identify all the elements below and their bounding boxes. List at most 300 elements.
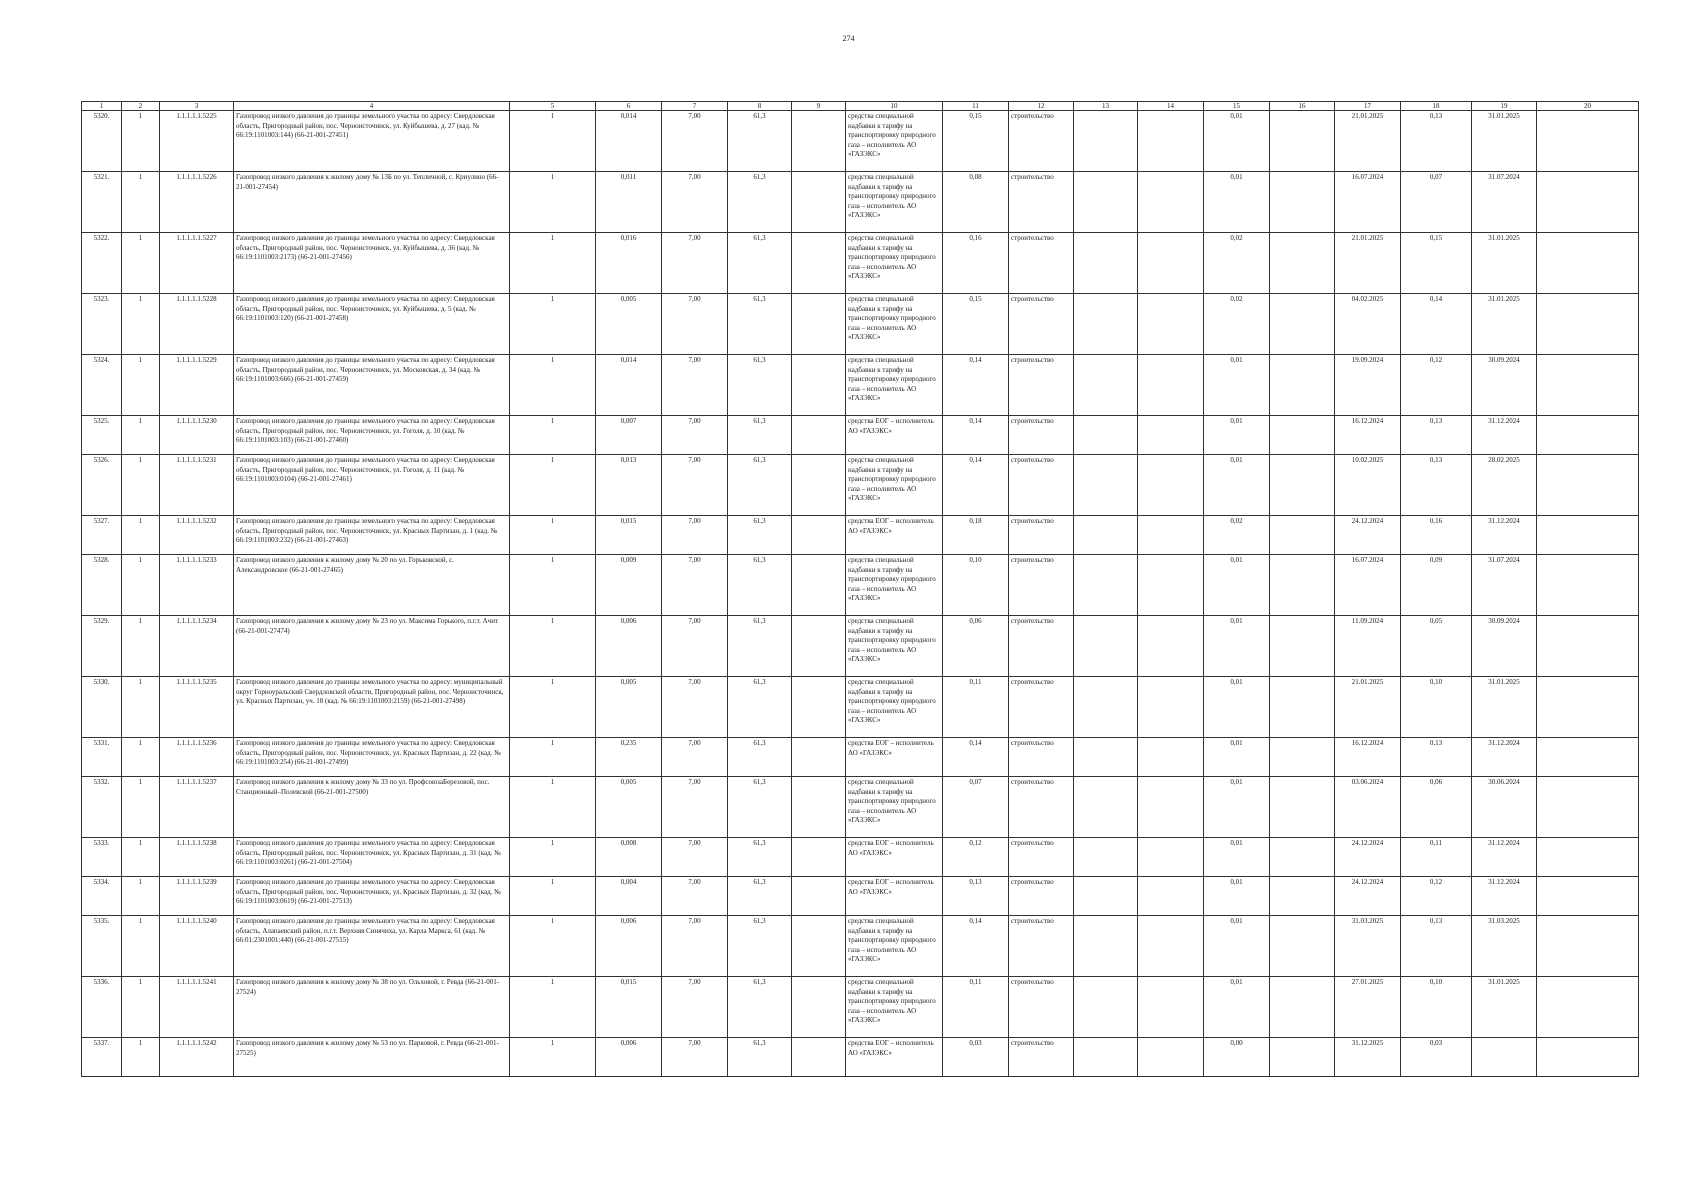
col-2-value: 1 (122, 172, 160, 233)
col-8-value: 61,3 (728, 616, 792, 677)
work-type: строительство (1009, 516, 1074, 555)
item-code: 1.1.1.1.1.5232 (160, 516, 234, 555)
col-8-value: 61,3 (728, 916, 792, 977)
col-13-value (1074, 616, 1138, 677)
col-15-value: 0,01 (1204, 738, 1270, 777)
header-row (82, 102, 1639, 111)
col-16-value (1270, 838, 1335, 877)
end-date: 31.12.2024 (1472, 416, 1537, 455)
item-description: Газопровод низкого давления до границы земельного участка по адресу: Свердловская область, Алапаевский район, п.г.т. Верхняя Синячиха, ул. Карла Маркса, 61 (кад. № 66:01:2301001:440) (66-21-001-27515) (234, 916, 510, 977)
col-15-value: 0,01 (1204, 172, 1270, 233)
length-km: 0,009 (596, 555, 662, 616)
col-8-value: 61,3 (728, 455, 792, 516)
column-header-9: 9 (792, 102, 846, 111)
length-km: 0,013 (596, 455, 662, 516)
col-13-value (1074, 777, 1138, 838)
col-2-value: 1 (122, 455, 160, 516)
col-18-value: 0,13 (1401, 916, 1472, 977)
row-number: 5329. (82, 616, 122, 677)
funding-source: средства специальной надбавки к тарифу на транспортировку природного газа – исполнитель АО «ГАЗЭКС» (846, 355, 943, 416)
length-km: 0,004 (596, 877, 662, 916)
col-7-value: 7,00 (662, 172, 728, 233)
table-row (82, 838, 1639, 877)
item-code: 1.1.1.1.1.5228 (160, 294, 234, 355)
funding-source: средства ЕОГ – исполнитель АО «ГАЗЭКС» (846, 516, 943, 555)
item-code: 1.1.1.1.1.5230 (160, 416, 234, 455)
length-km: 0,005 (596, 677, 662, 738)
col-5-value: 1 (510, 516, 596, 555)
col-2-value: 1 (122, 1038, 160, 1077)
col-15-value: 0,01 (1204, 111, 1270, 172)
col-18-value: 0,16 (1401, 516, 1472, 555)
item-description: Газопровод низкого давления к жилому дому № 20 по ул. Горьковской, с. Александровское (66-21-001-27465) (234, 555, 510, 616)
col-14-value (1138, 1038, 1204, 1077)
col-7-value: 7,00 (662, 233, 728, 294)
col-9-value (792, 977, 846, 1038)
end-date: 31.12.2024 (1472, 877, 1537, 916)
row-number: 5327. (82, 516, 122, 555)
col-18-value: 0,03 (1401, 1038, 1472, 1077)
col-7-value: 7,00 (662, 738, 728, 777)
length-km: 0,016 (596, 233, 662, 294)
work-type: строительство (1009, 355, 1074, 416)
col-5-value: 1 (510, 416, 596, 455)
item-code: 1.1.1.1.1.5235 (160, 677, 234, 738)
start-date: 31.12.2025 (1335, 1038, 1401, 1077)
col-7-value: 7,00 (662, 877, 728, 916)
work-type: строительство (1009, 455, 1074, 516)
work-type: строительство (1009, 738, 1074, 777)
funding-source: средства специальной надбавки к тарифу на транспортировку природного газа – исполнитель АО «ГАЗЭКС» (846, 555, 943, 616)
col-14-value (1138, 233, 1204, 294)
col-8-value: 61,3 (728, 1038, 792, 1077)
item-code: 1.1.1.1.1.5234 (160, 616, 234, 677)
col-13-value (1074, 1038, 1138, 1077)
column-header-7: 7 (662, 102, 728, 111)
item-description: Газопровод низкого давления до границы земельного участка по адресу: муниципальный округ Горноуральский Свердловской области, Пригородный район, пос. Черноисточинск, ул. Красных Партизан, уч. 18 (кад. № 66:19:1101003:2159) (66-21-001-27498) (234, 677, 510, 738)
col-16-value (1270, 916, 1335, 977)
row-number: 5328. (82, 555, 122, 616)
col-20-value (1537, 455, 1639, 516)
col-9-value (792, 111, 846, 172)
col-8-value: 61,3 (728, 555, 792, 616)
item-code: 1.1.1.1.1.5239 (160, 877, 234, 916)
length-km: 0,007 (596, 416, 662, 455)
col-11-value: 0,10 (943, 555, 1009, 616)
col-7-value: 7,00 (662, 777, 728, 838)
col-16-value (1270, 555, 1335, 616)
col-9-value (792, 233, 846, 294)
funding-source: средства специальной надбавки к тарифу на транспортировку природного газа – исполнитель АО «ГАЗЭКС» (846, 916, 943, 977)
length-km: 0,014 (596, 111, 662, 172)
item-code: 1.1.1.1.1.5238 (160, 838, 234, 877)
start-date: 24.12.2024 (1335, 877, 1401, 916)
col-11-value: 0,15 (943, 294, 1009, 355)
item-description: Газопровод низкого давления до границы земельного участка по адресу: Свердловская область, Пригородный район, пос. Черноисточинск, ул. Красных Партизан, д. 1 (кад. № 66:19:1101003:232) (66-21-001-27463) (234, 516, 510, 555)
row-number: 5330. (82, 677, 122, 738)
item-description: Газопровод низкого давления к жилому дому № 33 по ул. ПрофсоюзаБерезовой, пос. Станционный–Полевской (66-21-001-27500) (234, 777, 510, 838)
col-5-value: 1 (510, 616, 596, 677)
funding-source: средства специальной надбавки к тарифу на транспортировку природного газа – исполнитель АО «ГАЗЭКС» (846, 977, 943, 1038)
col-7-value: 7,00 (662, 111, 728, 172)
col-8-value: 61,3 (728, 355, 792, 416)
column-header-2: 2 (122, 102, 160, 111)
length-km: 0,008 (596, 838, 662, 877)
column-header-18: 18 (1401, 102, 1472, 111)
row-number: 5331. (82, 738, 122, 777)
col-20-value (1537, 111, 1639, 172)
work-type: строительство (1009, 111, 1074, 172)
col-14-value (1138, 977, 1204, 1038)
start-date: 10.02.2025 (1335, 455, 1401, 516)
funding-source: средства специальной надбавки к тарифу на транспортировку природного газа – исполнитель АО «ГАЗЭКС» (846, 294, 943, 355)
col-16-value (1270, 738, 1335, 777)
col-2-value: 1 (122, 294, 160, 355)
col-9-value (792, 916, 846, 977)
col-13-value (1074, 455, 1138, 516)
col-20-value (1537, 738, 1639, 777)
col-5-value: 1 (510, 916, 596, 977)
col-14-value (1138, 294, 1204, 355)
col-16-value (1270, 172, 1335, 233)
end-date: 31.07.2024 (1472, 172, 1537, 233)
end-date: 31.07.2024 (1472, 555, 1537, 616)
col-7-value: 7,00 (662, 416, 728, 455)
item-description: Газопровод низкого давления до границы земельного участка по адресу: Свердловская область, Пригородный район, пос. Черноисточинск, ул. Красных Партизан, д. 31 (кад. № 66:19:1101003:0261) (66-21-001-27504) (234, 838, 510, 877)
col-7-value: 7,00 (662, 516, 728, 555)
col-9-value (792, 294, 846, 355)
item-code: 1.1.1.1.1.5236 (160, 738, 234, 777)
col-18-value: 0,05 (1401, 616, 1472, 677)
col-7-value: 7,00 (662, 616, 728, 677)
item-code: 1.1.1.1.1.5241 (160, 977, 234, 1038)
col-16-value (1270, 233, 1335, 294)
funding-source: средства специальной надбавки к тарифу на транспортировку природного газа – исполнитель АО «ГАЗЭКС» (846, 233, 943, 294)
col-7-value: 7,00 (662, 355, 728, 416)
col-7-value: 7,00 (662, 294, 728, 355)
col-16-value (1270, 111, 1335, 172)
end-date: 31.12.2024 (1472, 838, 1537, 877)
col-5-value: 1 (510, 233, 596, 294)
col-2-value: 1 (122, 111, 160, 172)
column-header-20: 20 (1537, 102, 1639, 111)
data-table (81, 101, 1639, 1077)
col-20-value (1537, 1038, 1639, 1077)
col-5-value: 1 (510, 838, 596, 877)
start-date: 16.12.2024 (1335, 416, 1401, 455)
col-20-value (1537, 777, 1639, 838)
funding-source: средства специальной надбавки к тарифу на транспортировку природного газа – исполнитель АО «ГАЗЭКС» (846, 455, 943, 516)
table-row (82, 738, 1639, 777)
col-20-value (1537, 555, 1639, 616)
work-type: строительство (1009, 777, 1074, 838)
col-18-value: 0,14 (1401, 294, 1472, 355)
col-13-value (1074, 838, 1138, 877)
start-date: 21.01.2025 (1335, 111, 1401, 172)
col-5-value: 1 (510, 294, 596, 355)
start-date: 16.12.2024 (1335, 738, 1401, 777)
item-description: Газопровод низкого давления до границы земельного участка по адресу: Свердловская область, Пригородный район, пос. Черноисточинск, ул. Куйбышева, д. 36 (кад. № 66:19:1101003:2173) (66-21-001-27456) (234, 233, 510, 294)
column-header-1: 1 (82, 102, 122, 111)
col-20-value (1537, 172, 1639, 233)
col-9-value (792, 355, 846, 416)
col-15-value: 0,00 (1204, 1038, 1270, 1077)
col-14-value (1138, 738, 1204, 777)
col-11-value: 0,12 (943, 838, 1009, 877)
column-header-16: 16 (1270, 102, 1335, 111)
page-number: 274 (842, 34, 855, 43)
col-2-value: 1 (122, 355, 160, 416)
col-11-value: 0,14 (943, 916, 1009, 977)
column-header-12: 12 (1009, 102, 1074, 111)
col-7-value: 7,00 (662, 455, 728, 516)
col-11-value: 0,14 (943, 355, 1009, 416)
column-header-17: 17 (1335, 102, 1401, 111)
col-14-value (1138, 516, 1204, 555)
funding-source: средства ЕОГ – исполнитель АО «ГАЗЭКС» (846, 877, 943, 916)
col-8-value: 61,3 (728, 677, 792, 738)
col-14-value (1138, 172, 1204, 233)
funding-source: средства специальной надбавки к тарифу на транспортировку природного газа – исполнитель АО «ГАЗЭКС» (846, 172, 943, 233)
col-2-value: 1 (122, 777, 160, 838)
col-14-value (1138, 455, 1204, 516)
column-header-19: 19 (1472, 102, 1537, 111)
col-14-value (1138, 616, 1204, 677)
col-9-value (792, 677, 846, 738)
item-description: Газопровод низкого давления до границы земельного участка по адресу: Свердловская область, Пригородный район, пос. Черноисточинск, ул. Красных Партизан, д. 22 (кад. № 66:19:1101003:254) (66-21-001-27499) (234, 738, 510, 777)
col-5-value: 1 (510, 677, 596, 738)
col-11-value: 0,16 (943, 233, 1009, 294)
col-16-value (1270, 1038, 1335, 1077)
row-number: 5321. (82, 172, 122, 233)
work-type: строительство (1009, 172, 1074, 233)
end-date: 31.12.2024 (1472, 516, 1537, 555)
col-2-value: 1 (122, 977, 160, 1038)
col-11-value: 0,06 (943, 616, 1009, 677)
col-14-value (1138, 677, 1204, 738)
col-13-value (1074, 294, 1138, 355)
col-8-value: 61,3 (728, 738, 792, 777)
col-13-value (1074, 877, 1138, 916)
col-8-value: 61,3 (728, 516, 792, 555)
end-date: 28.02.2025 (1472, 455, 1537, 516)
col-9-value (792, 738, 846, 777)
table-row (82, 355, 1639, 416)
work-type: строительство (1009, 1038, 1074, 1077)
col-11-value: 0,14 (943, 738, 1009, 777)
table-row (82, 555, 1639, 616)
work-type: строительство (1009, 877, 1074, 916)
col-15-value: 0,01 (1204, 416, 1270, 455)
start-date: 21.01.2025 (1335, 677, 1401, 738)
column-header-14: 14 (1138, 102, 1204, 111)
item-description: Газопровод низкого давления к жилому дому № 38 по ул. Ольховой, г. Ревда (66-21-001-27524) (234, 977, 510, 1038)
col-9-value (792, 877, 846, 916)
work-type: строительство (1009, 616, 1074, 677)
col-20-value (1537, 233, 1639, 294)
start-date: 31.03.2025 (1335, 916, 1401, 977)
column-header-8: 8 (728, 102, 792, 111)
length-km: 0,006 (596, 616, 662, 677)
col-8-value: 61,3 (728, 877, 792, 916)
col-20-value (1537, 416, 1639, 455)
row-number: 5335. (82, 916, 122, 977)
col-9-value (792, 838, 846, 877)
col-5-value: 1 (510, 777, 596, 838)
column-header-10: 10 (846, 102, 943, 111)
col-14-value (1138, 838, 1204, 877)
col-11-value: 0,14 (943, 416, 1009, 455)
table-row (82, 416, 1639, 455)
end-date: 30.09.2024 (1472, 616, 1537, 677)
col-8-value: 61,3 (728, 233, 792, 294)
col-18-value: 0,10 (1401, 977, 1472, 1038)
item-code: 1.1.1.1.1.5226 (160, 172, 234, 233)
col-9-value (792, 555, 846, 616)
col-5-value: 1 (510, 877, 596, 916)
col-2-value: 1 (122, 516, 160, 555)
col-2-value: 1 (122, 877, 160, 916)
row-number: 5333. (82, 838, 122, 877)
column-header-11: 11 (943, 102, 1009, 111)
col-2-value: 1 (122, 738, 160, 777)
col-8-value: 61,3 (728, 294, 792, 355)
item-description: Газопровод низкого давления до границы земельного участка по адресу: Свердловская область, Пригородный район, пос. Черноисточинск, ул. Московская, д. 34 (кад. № 66:19:1101003:666) (66-21-001-27459) (234, 355, 510, 416)
col-9-value (792, 172, 846, 233)
row-number: 5322. (82, 233, 122, 294)
col-7-value: 7,00 (662, 555, 728, 616)
col-16-value (1270, 416, 1335, 455)
col-18-value: 0,13 (1401, 416, 1472, 455)
item-description: Газопровод низкого давления к жилому дому № 23 по ул. Максима Горького, п.г.т. Ачит (66-21-001-27474) (234, 616, 510, 677)
col-11-value: 0,13 (943, 877, 1009, 916)
start-date: 27.01.2025 (1335, 977, 1401, 1038)
funding-source: средства ЕОГ – исполнитель АО «ГАЗЭКС» (846, 416, 943, 455)
col-11-value: 0,03 (943, 1038, 1009, 1077)
col-14-value (1138, 777, 1204, 838)
col-14-value (1138, 416, 1204, 455)
funding-source: средства ЕОГ – исполнитель АО «ГАЗЭКС» (846, 838, 943, 877)
col-15-value: 0,01 (1204, 616, 1270, 677)
work-type: строительство (1009, 294, 1074, 355)
col-15-value: 0,01 (1204, 677, 1270, 738)
end-date: 31.01.2025 (1472, 977, 1537, 1038)
col-9-value (792, 516, 846, 555)
funding-source: средства специальной надбавки к тарифу на транспортировку природного газа – исполнитель АО «ГАЗЭКС» (846, 111, 943, 172)
row-number: 5334. (82, 877, 122, 916)
work-type: строительство (1009, 233, 1074, 294)
column-header-5: 5 (510, 102, 596, 111)
table-row (82, 616, 1639, 677)
col-11-value: 0,18 (943, 516, 1009, 555)
funding-source: средства ЕОГ – исполнитель АО «ГАЗЭКС» (846, 1038, 943, 1077)
col-20-value (1537, 516, 1639, 555)
table-row (82, 294, 1639, 355)
end-date: 30.06.2024 (1472, 777, 1537, 838)
item-description: Газопровод низкого давления до границы земельного участка по адресу: Свердловская область, Пригородный район, пос. Черноисточинск, ул. Гоголя, д. 10 (кад. № 66:19:1101003:103) (66-21-001-27460) (234, 416, 510, 455)
col-7-value: 7,00 (662, 677, 728, 738)
col-18-value: 0,10 (1401, 677, 1472, 738)
funding-source: средства специальной надбавки к тарифу на транспортировку природного газа – исполнитель АО «ГАЗЭКС» (846, 777, 943, 838)
work-type: строительство (1009, 977, 1074, 1038)
col-13-value (1074, 916, 1138, 977)
col-20-value (1537, 877, 1639, 916)
start-date: 19.09.2024 (1335, 355, 1401, 416)
col-15-value: 0,01 (1204, 838, 1270, 877)
item-code: 1.1.1.1.1.5237 (160, 777, 234, 838)
col-5-value: 1 (510, 355, 596, 416)
work-type: строительство (1009, 916, 1074, 977)
row-number: 5325. (82, 416, 122, 455)
row-number: 5336. (82, 977, 122, 1038)
col-14-value (1138, 111, 1204, 172)
item-description: Газопровод низкого давления к жилому дому № 53 по ул. Парковой, г. Ревда (66-21-001-27525) (234, 1038, 510, 1077)
col-20-value (1537, 977, 1639, 1038)
col-13-value (1074, 416, 1138, 455)
work-type: строительство (1009, 555, 1074, 616)
col-13-value (1074, 355, 1138, 416)
col-8-value: 61,3 (728, 416, 792, 455)
col-5-value: 1 (510, 1038, 596, 1077)
col-9-value (792, 1038, 846, 1077)
length-km: 0,015 (596, 977, 662, 1038)
col-15-value: 0,01 (1204, 916, 1270, 977)
item-description: Газопровод низкого давления до границы земельного участка по адресу: Свердловская область, Пригородный район, пос. Черноисточинск, ул. Гоголя, д. 11 (кад. № 66:19:1101003:0104) (66-21-001-27461) (234, 455, 510, 516)
length-km: 0,235 (596, 738, 662, 777)
col-8-value: 61,3 (728, 111, 792, 172)
end-date: 31.01.2025 (1472, 111, 1537, 172)
col-5-value: 1 (510, 172, 596, 233)
col-9-value (792, 616, 846, 677)
col-8-value: 61,3 (728, 777, 792, 838)
col-2-value: 1 (122, 416, 160, 455)
col-20-value (1537, 838, 1639, 877)
table-row (82, 111, 1639, 172)
col-13-value (1074, 111, 1138, 172)
col-5-value: 1 (510, 555, 596, 616)
col-7-value: 7,00 (662, 838, 728, 877)
end-date: 30.09.2024 (1472, 355, 1537, 416)
col-16-value (1270, 294, 1335, 355)
col-16-value (1270, 455, 1335, 516)
funding-source: средства ЕОГ – исполнитель АО «ГАЗЭКС» (846, 738, 943, 777)
col-15-value: 0,02 (1204, 233, 1270, 294)
col-2-value: 1 (122, 838, 160, 877)
col-20-value (1537, 616, 1639, 677)
row-number: 5324. (82, 355, 122, 416)
col-8-value: 61,3 (728, 172, 792, 233)
col-18-value: 0,09 (1401, 555, 1472, 616)
col-16-value (1270, 977, 1335, 1038)
col-9-value (792, 777, 846, 838)
row-number: 5332. (82, 777, 122, 838)
col-14-value (1138, 916, 1204, 977)
col-20-value (1537, 355, 1639, 416)
end-date: 31.01.2025 (1472, 677, 1537, 738)
col-14-value (1138, 555, 1204, 616)
col-11-value: 0,11 (943, 677, 1009, 738)
col-20-value (1537, 294, 1639, 355)
col-11-value: 0,14 (943, 455, 1009, 516)
col-7-value: 7,00 (662, 1038, 728, 1077)
row-number: 5320. (82, 111, 122, 172)
item-code: 1.1.1.1.1.5231 (160, 455, 234, 516)
item-code: 1.1.1.1.1.5227 (160, 233, 234, 294)
table-row (82, 977, 1639, 1038)
row-number: 5326. (82, 455, 122, 516)
end-date: 31.01.2025 (1472, 294, 1537, 355)
col-15-value: 0,02 (1204, 294, 1270, 355)
